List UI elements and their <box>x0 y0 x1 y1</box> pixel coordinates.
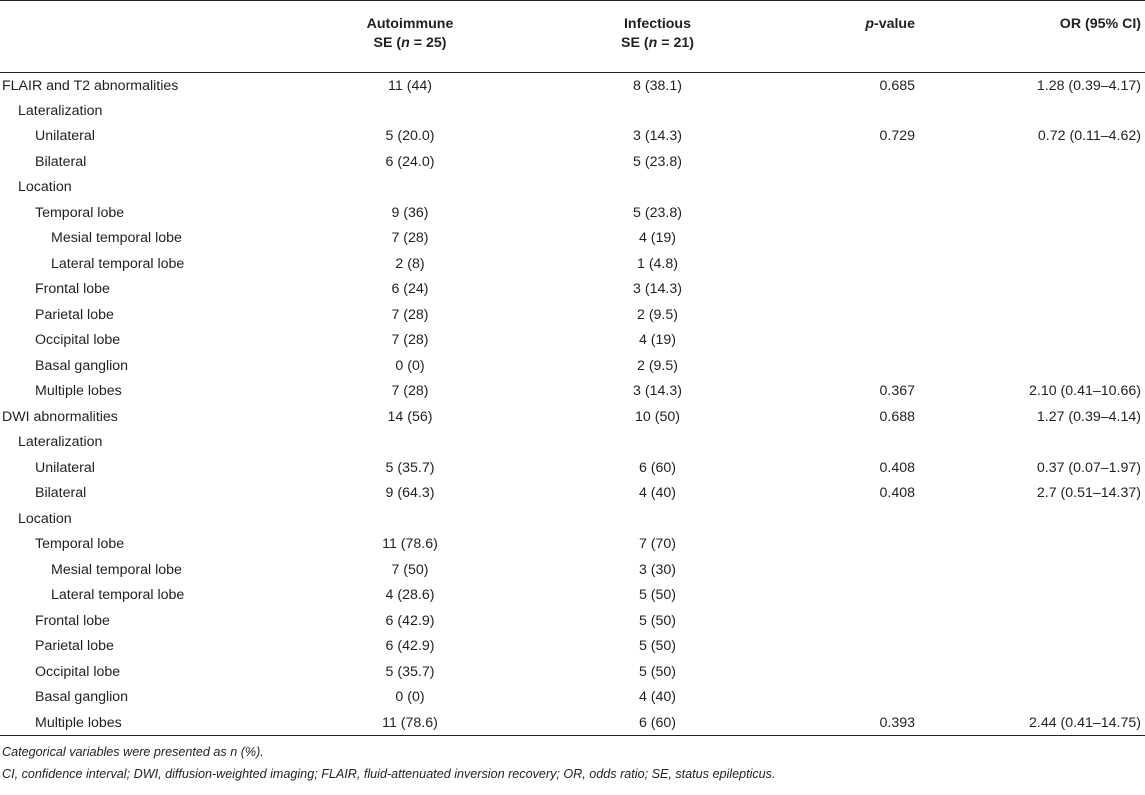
table-row <box>0 583 1145 609</box>
cell-odds-ratio <box>915 277 1145 303</box>
cell-p-value <box>795 634 915 660</box>
row-label: FLAIR and T2 abnormalities <box>2 77 179 94</box>
cell-infectious: 3 (14.3) <box>633 281 682 298</box>
cell-autoimmune: 7 (28) <box>391 383 429 400</box>
cell-p-value <box>795 353 915 379</box>
cell-p-value <box>795 506 915 532</box>
table-body <box>0 73 1145 736</box>
header-infectious <box>520 1 795 73</box>
header-autoimmune-line2-pre: SE ( <box>373 35 402 51</box>
cell-p-value <box>795 302 915 328</box>
row-label: Temporal lobe <box>35 536 125 553</box>
cell-infectious: 5 (50) <box>638 587 677 604</box>
cell-odds-ratio <box>915 506 1145 532</box>
header-infectious-line2-pre: SE ( <box>621 35 649 51</box>
row-label: Unilateral <box>35 459 95 476</box>
cell-p-value: 0.408 <box>879 485 915 502</box>
cell-odds-ratio: 0.37 (0.07–1.97) <box>1036 459 1141 476</box>
row-label: Lateralization <box>18 434 103 451</box>
cell-infectious: 3 (14.3) <box>633 128 682 145</box>
header-variable <box>0 1 300 73</box>
cell-p-value <box>795 430 915 456</box>
cell-autoimmune: 5 (20.0) <box>385 128 435 145</box>
cell-autoimmune: 11 (44) <box>388 77 432 94</box>
table-row <box>0 149 1145 175</box>
cell-odds-ratio <box>915 353 1145 379</box>
row-label: Unilateral <box>35 128 95 145</box>
cell-odds-ratio <box>915 430 1145 456</box>
cell-infectious: 4 (19) <box>638 230 677 247</box>
cell-p-value <box>795 200 915 226</box>
table-row <box>0 710 1145 736</box>
cell-odds-ratio <box>915 251 1145 277</box>
cell-autoimmune <box>300 175 520 201</box>
cell-infectious <box>520 98 795 124</box>
cell-autoimmune: 11 (78.6) <box>300 710 520 736</box>
table-row <box>0 685 1145 711</box>
table-row <box>0 98 1145 124</box>
cell-infectious: 2 (9.5) <box>636 357 678 374</box>
table-header <box>0 1 1145 73</box>
row-label: Lateral temporal lobe <box>51 255 185 272</box>
cell-odds-ratio <box>915 149 1145 175</box>
table-row <box>0 634 1145 660</box>
cell-odds-ratio <box>915 200 1145 226</box>
cell-p-value <box>795 608 915 634</box>
row-label: Lateralization <box>18 102 103 119</box>
cell-p-value <box>795 532 915 558</box>
row-label: Basal ganglion <box>35 357 129 374</box>
header-row <box>0 1 1145 73</box>
cell-infectious: 5 (23.8) <box>633 153 682 170</box>
cell-p-value: 0.408 <box>879 459 915 476</box>
cell-p-value <box>795 251 915 277</box>
table-row <box>0 200 1145 226</box>
cell-p-value <box>795 98 915 124</box>
table-row <box>0 659 1145 685</box>
cell-autoimmune: 7 (28) <box>391 306 429 323</box>
cell-infectious: 2 (9.5) <box>636 306 678 323</box>
cell-infectious: 4 (40) <box>638 689 677 706</box>
cell-autoimmune: 7 (50) <box>391 561 429 578</box>
cell-odds-ratio: 1.28 (0.39–4.17) <box>1036 77 1141 94</box>
cell-p-value <box>795 226 915 252</box>
cell-odds-ratio <box>915 175 1145 201</box>
cell-odds-ratio <box>915 583 1145 609</box>
table-footnotes <box>2 741 775 785</box>
table-row <box>0 557 1145 583</box>
cell-p-value <box>795 328 915 354</box>
cell-autoimmune: 2 (8) <box>395 255 425 272</box>
cell-infectious <box>520 175 795 201</box>
cell-infectious: 8 (38.1) <box>633 77 682 94</box>
cell-p-value <box>795 659 915 685</box>
header-autoimmune-n: n <box>401 35 410 51</box>
cell-odds-ratio: 2.7 (0.51–14.37) <box>1036 485 1141 502</box>
cell-odds-ratio <box>915 302 1145 328</box>
row-label: Multiple lobes <box>0 710 300 736</box>
cell-autoimmune: 6 (24.0) <box>385 153 435 170</box>
cell-odds-ratio <box>915 98 1145 124</box>
cell-infectious: 5 (50) <box>638 663 677 680</box>
row-label: Location <box>18 510 72 527</box>
cell-autoimmune: 9 (64.3) <box>385 485 435 502</box>
cell-p-value <box>795 277 915 303</box>
row-label: Bilateral <box>35 153 87 170</box>
cell-odds-ratio: 0.72 (0.11–4.62) <box>1037 128 1141 145</box>
cell-p-value <box>795 685 915 711</box>
cell-odds-ratio <box>915 659 1145 685</box>
cell-infectious: 6 (60) <box>638 459 677 476</box>
cell-odds-ratio <box>915 634 1145 660</box>
cell-autoimmune: 0 (0) <box>395 689 425 706</box>
cell-odds-ratio <box>915 328 1145 354</box>
cell-infectious: 4 (19) <box>638 332 677 349</box>
table-row <box>0 251 1145 277</box>
table-row <box>0 328 1145 354</box>
cell-p-value: 0.688 <box>879 408 915 425</box>
cell-autoimmune: 7 (28) <box>391 230 429 247</box>
cell-infectious: 5 (23.8) <box>633 204 682 221</box>
row-label: Parietal lobe <box>35 638 114 655</box>
cell-p-value <box>795 557 915 583</box>
row-label: Lateral temporal lobe <box>51 587 185 604</box>
cell-p-value <box>795 175 915 201</box>
table-row <box>0 379 1145 405</box>
cell-infectious: 10 (50) <box>635 408 680 425</box>
header-autoimmune-line2-post: = 25) <box>409 35 447 51</box>
table-row <box>0 506 1145 532</box>
table-row <box>0 455 1145 481</box>
table-row <box>0 124 1145 150</box>
cell-odds-ratio <box>915 532 1145 558</box>
cell-autoimmune: 11 (78.6) <box>382 536 438 553</box>
cell-infectious: 5 (50) <box>638 612 677 629</box>
row-label: DWI abnormalities <box>2 408 118 425</box>
cell-odds-ratio <box>915 226 1145 252</box>
cell-p-value: 0.393 <box>795 710 915 736</box>
cell-autoimmune: 5 (35.7) <box>385 459 435 476</box>
row-label: Parietal lobe <box>35 306 114 323</box>
cell-infectious: 5 (50) <box>638 638 677 655</box>
row-label: Frontal lobe <box>35 612 110 629</box>
header-odds-ratio: OR (95% CI) <box>915 1 1145 73</box>
row-label: Occipital lobe <box>35 663 121 680</box>
cell-p-value: 0.729 <box>879 128 915 145</box>
cell-infectious: 3 (30) <box>638 561 677 578</box>
header-autoimmune <box>300 1 520 73</box>
cell-p-value <box>795 149 915 175</box>
cell-autoimmune: 4 (28.6) <box>385 587 435 604</box>
cell-infectious: 3 (14.3) <box>633 383 682 400</box>
table-row <box>0 532 1145 558</box>
cell-infectious: 1 (4.8) <box>636 255 678 272</box>
cell-autoimmune <box>300 98 520 124</box>
cell-infectious: 6 (60) <box>520 710 795 736</box>
cell-odds-ratio: 2.10 (0.41–10.66) <box>1028 383 1141 400</box>
cell-autoimmune <box>300 430 520 456</box>
row-label: Location <box>18 179 72 196</box>
cell-autoimmune: 7 (28) <box>391 332 429 349</box>
cell-autoimmune: 9 (36) <box>391 204 429 221</box>
cell-autoimmune: 0 (0) <box>395 357 425 374</box>
cell-odds-ratio <box>915 557 1145 583</box>
header-infectious-line2-post: = 21) <box>657 35 694 51</box>
table-row <box>0 430 1145 456</box>
footnote-abbreviations: CI, confidence interval; DWI, diffusion-weighted imaging; FLAIR, fluid-attenuated inversion recovery; OR, odds ratio; SE, status epilepticus. <box>2 767 776 781</box>
header-p-rest: -value <box>873 16 915 32</box>
footnote-categorical: Categorical variables were presented as n (%). <box>2 745 264 759</box>
row-label: Mesial temporal lobe <box>51 230 182 247</box>
row-label: Bilateral <box>35 485 87 502</box>
cell-autoimmune: 6 (42.9) <box>385 638 435 655</box>
cell-infectious: 7 (70) <box>638 536 677 553</box>
cell-odds-ratio <box>915 608 1145 634</box>
row-label: Mesial temporal lobe <box>51 561 182 578</box>
header-infectious-n: n <box>648 35 658 51</box>
header-infectious-line1: Infectious <box>623 16 691 32</box>
cell-autoimmune: 6 (42.9) <box>385 612 435 629</box>
row-label: Multiple lobes <box>35 383 122 400</box>
cell-odds-ratio: 1.27 (0.39–4.14) <box>1036 408 1141 425</box>
table-row <box>0 353 1145 379</box>
cell-infectious <box>520 430 795 456</box>
cell-odds-ratio: 2.44 (0.41–14.75) <box>915 710 1145 736</box>
cell-autoimmune: 5 (35.7) <box>385 663 435 680</box>
table-row <box>0 481 1145 507</box>
cell-infectious: 4 (40) <box>638 485 677 502</box>
cell-autoimmune <box>300 506 520 532</box>
table-row <box>0 302 1145 328</box>
cell-p-value <box>795 583 915 609</box>
row-label: Basal ganglion <box>35 689 129 706</box>
header-autoimmune-line1: Autoimmune <box>366 16 454 32</box>
table-row <box>0 608 1145 634</box>
table-row <box>0 404 1145 430</box>
table-row <box>0 226 1145 252</box>
table-row <box>0 175 1145 201</box>
cell-autoimmune: 6 (24) <box>391 281 429 298</box>
cell-p-value: 0.685 <box>879 77 915 94</box>
table-row <box>0 277 1145 303</box>
cell-odds-ratio <box>915 685 1145 711</box>
header-p-value <box>795 1 915 73</box>
cell-infectious <box>520 506 795 532</box>
table-row <box>0 73 1145 99</box>
cell-autoimmune: 14 (56) <box>387 408 433 425</box>
row-label: Temporal lobe <box>35 204 125 221</box>
header-p-italic: p <box>865 16 874 32</box>
row-label: Frontal lobe <box>35 281 110 298</box>
cell-p-value: 0.367 <box>879 383 915 400</box>
row-label: Occipital lobe <box>35 332 121 349</box>
